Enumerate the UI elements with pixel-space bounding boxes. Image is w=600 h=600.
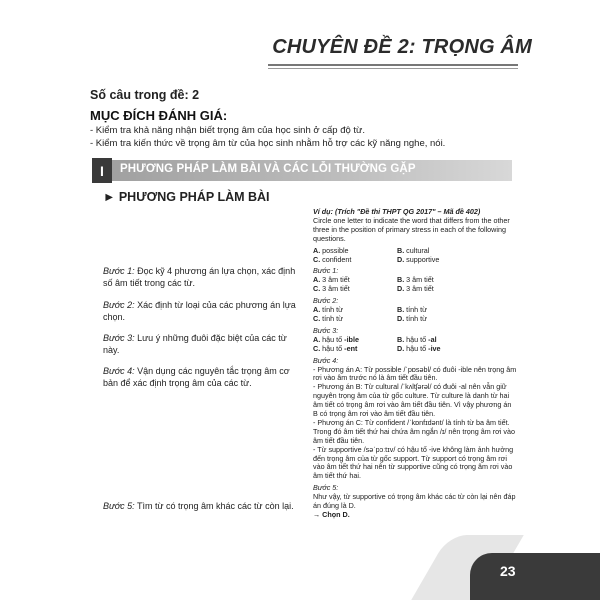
example-step-3-label: Bước 3:: [313, 325, 339, 335]
section-title: PHƯƠNG PHÁP LÀM BÀI VÀ CÁC LỖI THƯỜNG GẶP: [120, 163, 416, 175]
step2-c: C. tính từ: [313, 313, 343, 323]
method-heading: ► PHƯƠNG PHÁP LÀM BÀI: [103, 190, 270, 204]
page-number: 23: [500, 563, 516, 579]
example-step-2: [313, 306, 518, 324]
step3-d: D. hậu tố -ive: [397, 343, 441, 353]
step-text: Xác định từ loại của các phương án lựa chọn.: [103, 300, 296, 322]
step-text: Tìm từ có trọng âm khác các từ còn lại.: [134, 501, 294, 511]
step-label: Bước 3:: [103, 333, 135, 343]
answer-options: [313, 247, 518, 265]
step1-c: C. 3 âm tiết: [313, 284, 350, 294]
example-heading: Ví dụ: (Trích "Đề thi THPT QG 2017" – Mã đề 402): [313, 207, 481, 216]
step-label: Bước 1:: [103, 266, 135, 276]
answer-line: → Chọn D.: [313, 510, 350, 519]
step-text: Vận dụng các nguyên tắc trọng âm cơ bản để xác định trọng âm của các từ.: [103, 366, 290, 388]
option-a: A. possible: [313, 245, 349, 255]
option-c: C. confident: [313, 254, 352, 264]
step4-para: - Phương án C: Từ confident /ˈkɒnfɪdənt/ là tính từ ba âm tiết. Trong đó âm tiết thứ hai chứa âm ngắn /ɪ/ nên trọng âm rơi vào âm tiết đầu tiên.: [313, 417, 516, 445]
step5-text: Như vậy, từ supportive có trọng âm khác các từ còn lại nên đáp án đúng là D.: [313, 492, 516, 511]
option-d: D. supportive: [397, 254, 440, 264]
example-step-5-label: Bước 5:: [313, 483, 339, 493]
title-underline: [268, 64, 518, 66]
title-underline-thin: [268, 68, 518, 69]
example-step-3: [313, 336, 518, 354]
example-step-2-label: Bước 2:: [313, 296, 339, 306]
purpose-item: - Kiểm tra kiến thức về trọng âm từ của học sinh nhằm hỗ trợ các kỹ năng nghe, nói.: [90, 137, 446, 149]
method-step-2: [103, 299, 303, 323]
method-step-4: [103, 365, 303, 389]
example-step-1-label: Bước 1:: [313, 266, 339, 276]
step2-d: D. tính từ: [397, 313, 427, 323]
method-step-1: [103, 265, 303, 289]
step1-a: A. 3 âm tiết: [313, 275, 350, 285]
step-label: Bước 4:: [103, 366, 135, 376]
purpose-list: [90, 125, 520, 150]
step-label: Bước 5:: [103, 501, 135, 511]
step4-para: - Phương án B: Từ cultural /ˈkʌltʃərəl/ có đuôi -al nên vẫn giữ nguyên trọng âm của từ gốc culture. Từ culture là danh từ hai âm tiết có trọng âm rơi vào âm tiết đầu tiên. Vì vậy phương án B có trọng âm rơi vào âm tiết đầu tiên.: [313, 382, 512, 419]
step4-para: - Từ supportive /səˈpɔːtɪv/ có hậu tố -ive không làm ảnh hưởng đến trọng âm của từ gốc support. Từ support có trọng âm rơi vào âm tiết thứ hai nên từ supportive cũng có trọng âm rơi vào âm tiết thứ hai.: [313, 444, 514, 481]
chapter-title: CHUYÊN ĐỀ 2: TRỌNG ÂM: [272, 36, 532, 58]
step3-a: A. hậu tố -ible: [313, 334, 359, 344]
purpose-heading: MỤC ĐÍCH ĐÁNH GIÁ:: [90, 108, 228, 123]
page-number-tab: [470, 553, 600, 600]
step4-para: - Phương án A: Từ possible /ˈpɒsəbl/ có đuôi -ible nên trọng âm rơi vào âm trước nó là âm tiết đầu tiên.: [313, 364, 517, 383]
step2-a: A. tính từ: [313, 305, 343, 315]
question-count: Số câu trong đề: 2: [90, 88, 200, 102]
section-number: I: [92, 158, 112, 183]
step-text: Lưu ý những đuôi đặc biệt của các từ này.: [103, 333, 287, 355]
example-column: [313, 208, 518, 520]
example-step-4-label: Bước 4:: [313, 355, 339, 365]
option-b: B. cultural: [397, 245, 430, 255]
step3-c: C. hậu tố -ent: [313, 343, 358, 353]
step1-b: B. 3 âm tiết: [397, 275, 434, 285]
step-label: Bước 2:: [103, 300, 135, 310]
step-text: Đọc kỹ 4 phương án lựa chọn, xác định số âm tiết trong các từ.: [103, 266, 296, 288]
method-step-3: [103, 332, 303, 356]
method-step-5: [103, 500, 303, 512]
example-prompt: Circle one letter to indicate the word that differs from the other three in the position of primary stress in each of the following questions.: [313, 215, 510, 243]
step2-b: B. tính từ: [397, 305, 427, 315]
example-step-1: [313, 276, 518, 294]
step3-b: B. hậu tố -al: [397, 334, 437, 344]
purpose-item: - Kiểm tra khả năng nhận biết trọng âm của học sinh ở cấp độ từ.: [90, 125, 366, 136]
step1-d: D. 3 âm tiết: [397, 284, 434, 294]
